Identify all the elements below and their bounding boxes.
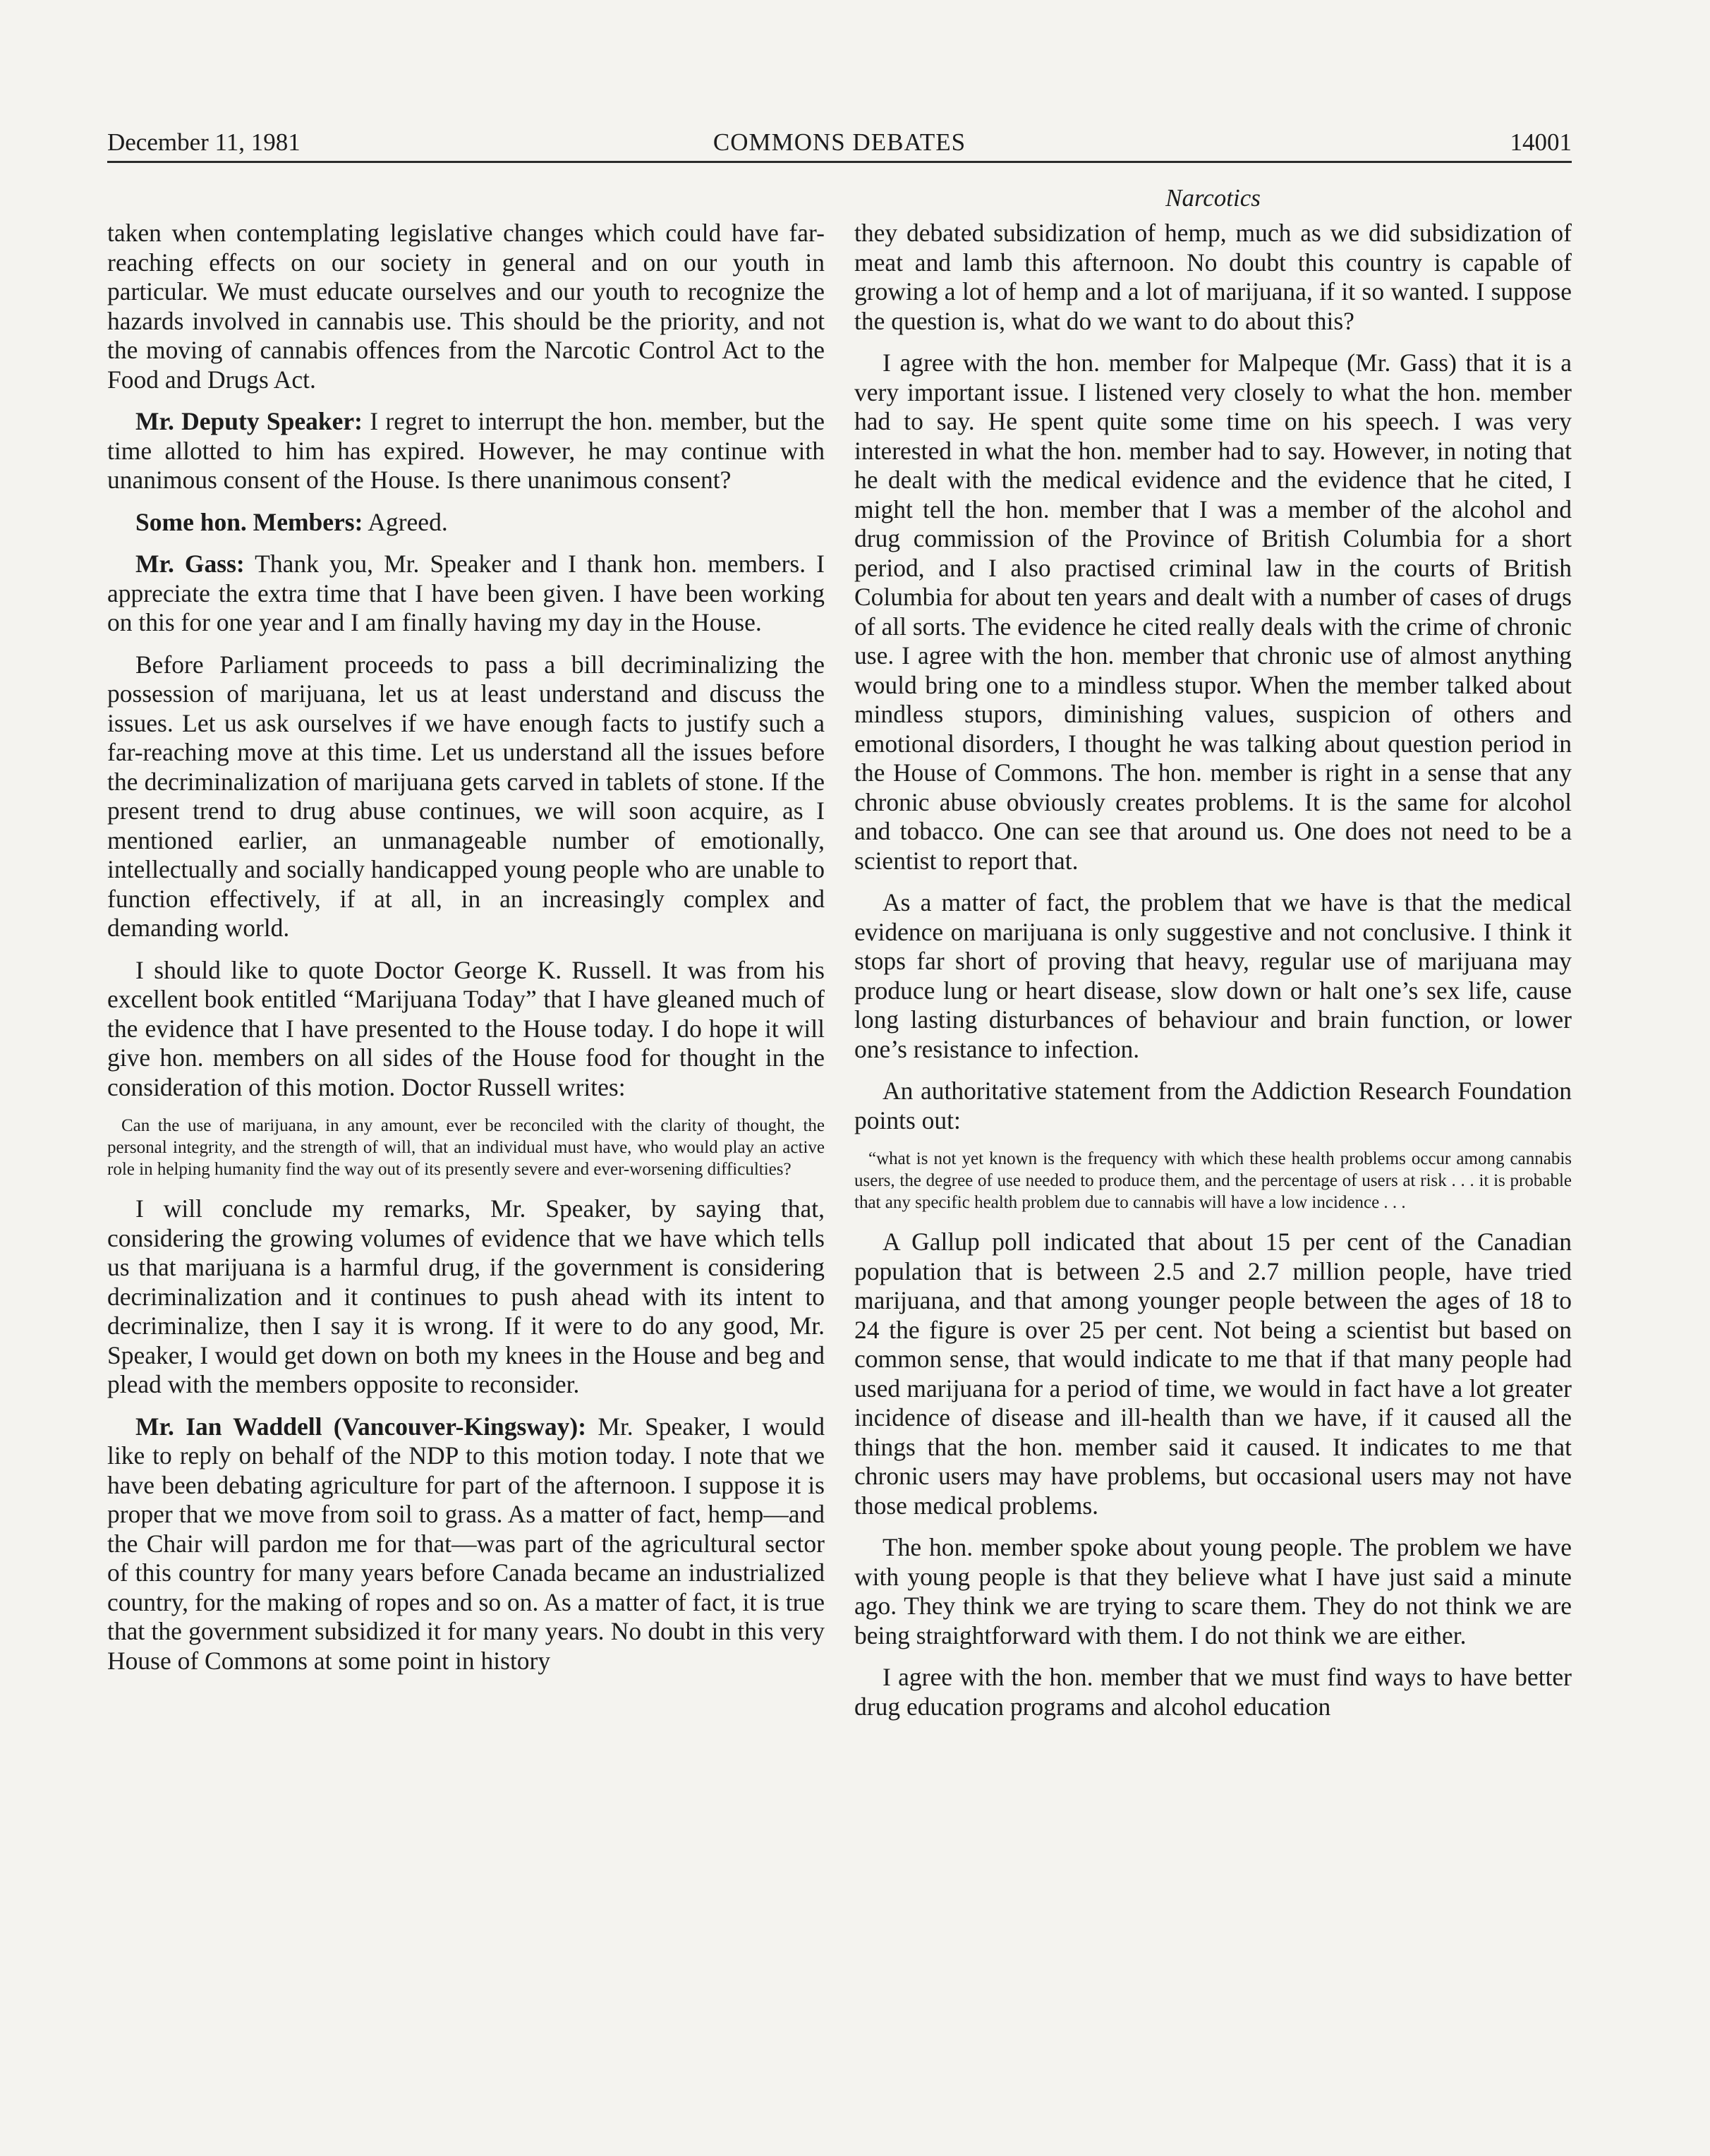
paragraph — [107, 407, 825, 495]
paragraph — [107, 550, 825, 638]
paragraph: An authoritative statement from the Addiction Research Foundation points out: — [854, 1077, 1572, 1134]
speaker-name: Mr. Gass: — [135, 550, 245, 578]
speech-text: I regret to interrupt the hon. member, but the time allotted to him has expired. However, he may continue with unanimous consent of the House. Is there unanimous consent? — [107, 407, 825, 494]
speech-text: Agreed. — [368, 507, 448, 536]
paragraph: Before Parliament proceeds to pass a bill decriminalizing the possession of marijuana, let us at least understand and discuss the issues. Let us ask ourselves if we have enough facts to justify such a far-reaching move at this time. Let us understand all the issues before the decriminalization of marijuana gets carved in tablets of stone. If the present trend to drug abuse continues, we will soon acquire, as I mentioned earlier, an unmanageable number of emotionally, intellectually and socially handicapped young people who are unable to function effectively, if at all, in an increasingly complex and demanding world. — [107, 650, 825, 942]
speaker-name: Some hon. Members: — [135, 507, 363, 536]
block-quote: Can the use of marijuana, in any amount, ever be reconciled with the clarity of thought, the personal integrity, and the strength of will, that an individual must have, who would play an active role in helping humanity find the way out of its presently severe and ever-worsening difficulties? — [107, 1116, 825, 1179]
section-label: Narcotics — [1165, 184, 1261, 212]
header-date: December 11, 1981 — [107, 128, 301, 156]
speaker-name: Mr. Deputy Speaker: — [135, 407, 363, 435]
paragraph: they debated subsidization of hemp, much as we did subsidization of meat and lamb this afternoon. No doubt this country is capable of growing a lot of hemp and a lot of marijuana, if it so wanted. I suppose the question is, what do we want to do about this? — [854, 219, 1572, 335]
paragraph: I should like to quote Doctor George K. Russell. It was from his excellent book entitled “Marijuana Today” that I have gleaned much of the evidence that I have presented to the House today. I do hope it will give hon. members on all sides of the House food for thought in the consideration of this motion. Doctor Russell writes: — [107, 955, 825, 1101]
paragraph: taken when contemplating legislative changes which could have far-reaching effects on our society in general and on our youth in particular. We must educate ourselves and our youth to recognize the hazards involved in cannabis use. This should be the priority, and not the moving of cannabis offences from the Narcotic Control Act to the Food and Drugs Act. — [107, 219, 825, 394]
paragraph: The hon. member spoke about young people. The problem we have with young people is that they believe what I have just said a minute ago. They think we are trying to scare them. They do not think we are being straightforward with them. I do not think we are either. — [854, 1533, 1572, 1649]
block-quote: “what is not yet known is the frequency with which these health problems occur among cannabis users, the degree of use needed to produce them, and the percentage of users at risk . . . it is probable that any specific health problem due to cannabis will have a low incidence . . . — [854, 1149, 1572, 1212]
paragraph: As a matter of fact, the problem that we have is that the medical evidence on marijuana is only suggestive and not conclusive. I think it stops far short of proving that heavy, regular use of marijuana may produce lung or heart disease, slow down or halt one’s sex life, cause long lasting disturbances of behaviour and brain function, or lower one’s resistance to infection. — [854, 888, 1572, 1063]
paragraph — [107, 1412, 825, 1676]
paragraph: I agree with the hon. member that we must find ways to have better drug education programs and alcohol education — [854, 1663, 1572, 1721]
paragraph: I will conclude my remarks, Mr. Speaker, by saying that, considering the growing volumes of evidence that we have which tells us that marijuana is a harmful drug, if the government is considering decriminalization and it continues to push ahead with its intent to decriminalize, then I say it is wrong. If it were to do any good, Mr. Speaker, I would get down on both my knees in the House and beg and plead with the members opposite to reconsider. — [107, 1194, 825, 1398]
left-column — [107, 219, 825, 1688]
page-header — [107, 124, 1572, 163]
right-column — [854, 183, 1572, 1734]
header-title: COMMONS DEBATES — [712, 128, 966, 156]
page-number: 14001 — [1510, 128, 1572, 156]
speech-text: Thank you, Mr. Speaker and I thank hon. members. I appreciate the extra time that I have been given. I have been working on this for one year and I am finally having my day in the House. — [107, 550, 825, 636]
paragraph: A Gallup poll indicated that about 15 per cent of the Canadian population that is between 2.5 and 2.7 million people, have tried marijuana, and that among younger people between the ages of 18 to 24 the figure is over 25 per cent. Not being a scientist but based on common sense, that would indicate to me that if that many people had used marijuana for a period of time, we would in fact have a lot greater incidence of disease and ill-health than we have, if it caused all the things that the hon. member said it caused. It indicates to me that chronic users may have problems, but occasional users may not have those medical problems. — [854, 1228, 1572, 1520]
speaker-name: Mr. Ian Waddell (Vancouver-Kingsway): — [135, 1412, 587, 1441]
paragraph — [107, 508, 825, 538]
speech-text: Mr. Speaker, I would like to reply on behalf of the NDP to this motion today. I note that we have been debating agriculture for part of the afternoon. I suppose it is proper that we move from soil to grass. As a matter of fact, hemp—and the Chair will pardon me for that—was part of the agricultural sector of this country for many years before Canada became an industrialized country, for the making of ropes and so on. As a matter of fact, it is true that the government subsidized it for many years. No doubt in this very House of Commons at some point in history — [107, 1412, 825, 1675]
paragraph: I agree with the hon. member for Malpeque (Mr. Gass) that it is a very important issue. I listened very closely to what the hon. member had to say. He spent quite some time on his speech. I was very interested in what the hon. member had to say. However, in noting that he dealt with the medical evidence and the evidence that he cited, I might tell the hon. member that I was a member of the alcohol and drug commission of the Province of British Columbia for a short period, and I also practised criminal law in the courts of British Columbia for about ten years and dealt with a number of cases of drugs of all sorts. The evidence he cited really deals with the crime of chronic use. I agree with the hon. member that chronic use of almost anything would bring one to a mindless stupor. When the member talked about mindless stupors, diminishing values, suspicion of others and emotional disorders, I thought he was talking about question period in the House of Commons. The hon. member is right in a sense that any chronic abuse obviously creates problems. It is the same for alcohol and tobacco. One can see that around us. One does not need to be a scientist to report that. — [854, 349, 1572, 875]
